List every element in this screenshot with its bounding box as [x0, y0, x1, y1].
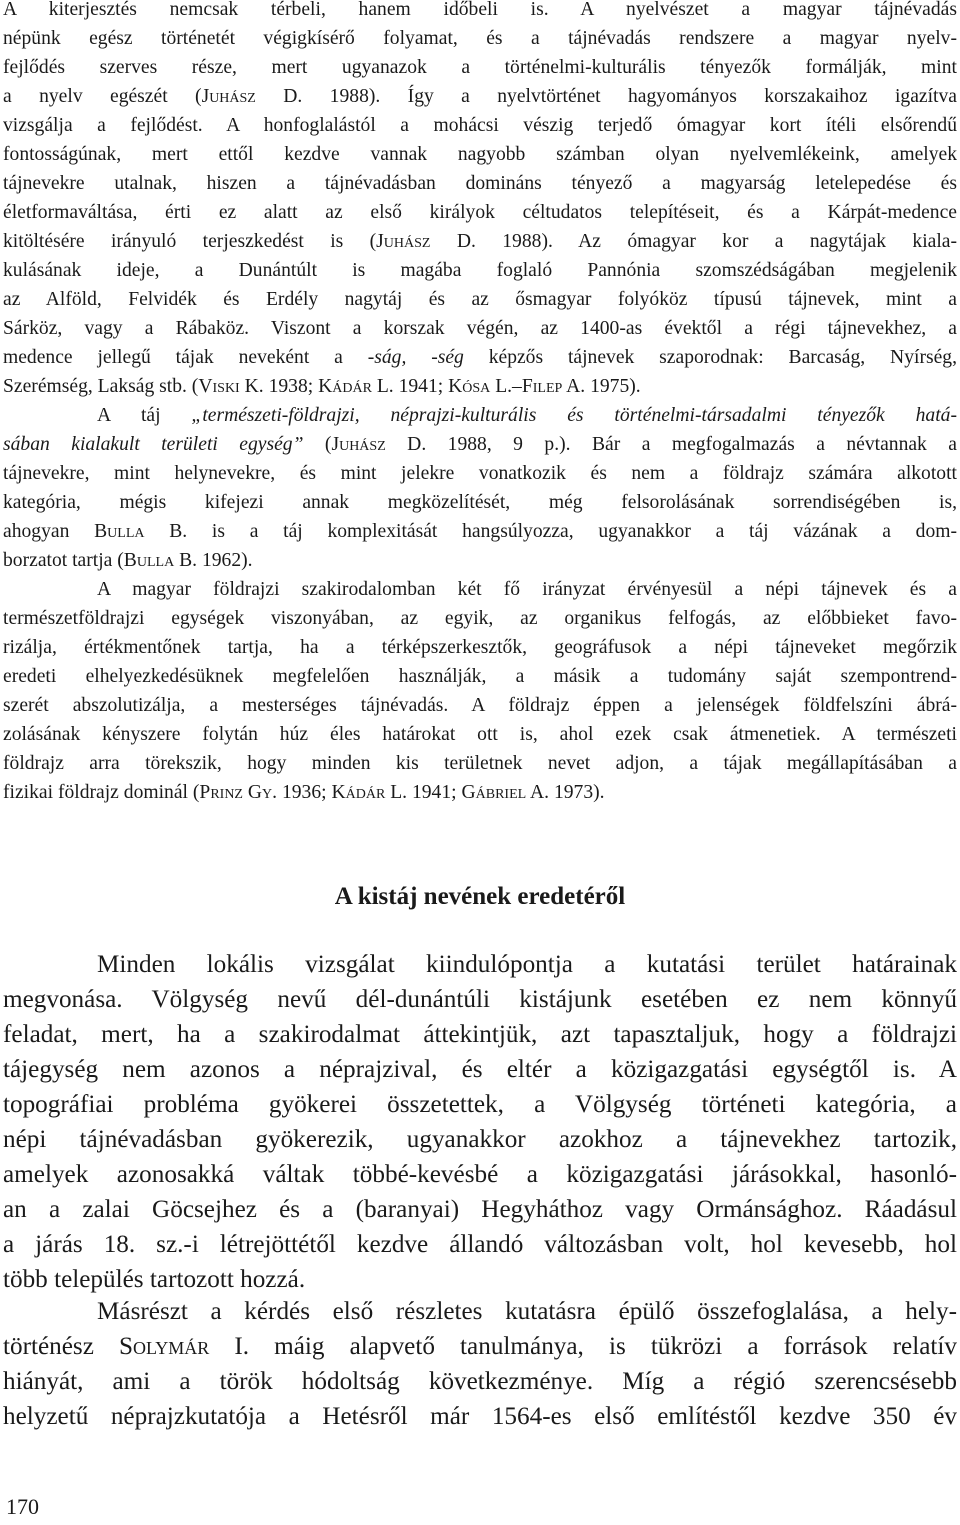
text-line: földrajz arra törekszik, hogy minden kis területnek nevet adjon, a tájak megállapításában a — [3, 753, 957, 774]
text-line: sában kialakult területi egység” (Juhász D. 1988, 9 p.). Bár a megfogalmazás a névtannak a — [3, 434, 957, 455]
text-line: rizálja, értékmentőnek tartja, ha a térképszerkesztők, geográfusok a népi tájneveket megőrzik — [3, 637, 957, 658]
author-name: Kádár — [318, 376, 372, 397]
text-line: fontosságúnak, mert ettől kezdve vannak nagyobb számban olyan nyelvemlékeink, amelyek — [3, 144, 957, 165]
text-line: a járás 18. sz.-i létrejöttétől kezdve állandó változásban volt, hol kevesebb, hol — [3, 1231, 957, 1258]
text-line: tájnevekre, mint helynevekre, és mint jelekre vonatkozik és nem a földrajz számára alkotott — [3, 463, 957, 484]
quote-text: sában kialakult területi egység” — [3, 434, 304, 455]
author-name: Juhász — [376, 231, 431, 252]
text-line: természetföldrajzi egységek viszonyában, az egyik, az organikus felfogás, az előbbieket favo- — [3, 608, 957, 629]
author-name: Kádár — [331, 782, 386, 803]
text-line: A magyar földrajzi szakirodalomban két fő irányzat érvényesül a népi tájnevek és a — [97, 579, 957, 600]
text-line: eredeti elhelyezkedésüknek megfelelően használják, a másik a tudomány saját szempontrend- — [3, 666, 957, 687]
text-line: vizsgálja a fejlődést. A honfoglalástól a mohácsi vészig terjedő ómagyar kort ítéli elsőrendű — [3, 115, 957, 136]
text-line: Sárköz, vagy a Rábaköz. Viszont a korszak végén, az 1400-as évektől a régi tájnevekhez, a — [3, 318, 957, 339]
author-name: Kósa — [448, 376, 491, 397]
quote-text: „természeti-földrajzi, néprajzi-kulturális és történelmi-társadalmi tényezők hatá- — [191, 405, 957, 426]
author-name: Solymár — [119, 1333, 210, 1360]
text-line: A kiterjesztés nemcsak térbeli, hanem időbeli is. A nyelvészet a magyar tájnévadás — [3, 0, 957, 20]
text-line: topográfiai probléma gyökerei összetettek, a Völgység történeti kategória, a — [3, 1091, 957, 1118]
text-line: kategória, mégis kifejezi annak megközelítését, még felsorolásának sorrendiségében is, — [3, 492, 957, 513]
text-line: feladat, mert, ha a szakirodalmat áttekintjük, azt tapasztaljuk, hogy a földrajzi — [3, 1021, 957, 1048]
text-line: amelyek azonosakká váltak többé-kevésbé a közigazgatási járásokkal, hasonló- — [3, 1161, 957, 1188]
text-line: az Alföld, Felvidék és Erdély nagytáj és az ősmagyar folyóköz típusú tájnevek, mint a — [3, 289, 957, 310]
text-line: több település tartozott hozzá. — [3, 1266, 306, 1293]
text-line: fejlődés szerves része, mert ugyanazok a történelmi-kulturális tényezők formálják, mint — [3, 57, 957, 78]
text-line: hiányát, ami a török hódoltság következménye. Míg a régió szerencsésebb — [3, 1368, 957, 1395]
text-line: A táj „természeti-földrajzi, néprajzi-kulturális és történelmi-társadalmi tényezők hatá- — [97, 405, 957, 426]
text-line: zolásának kényszere folytán húz éles határokat ott is, ahol ezek csak átmenetiek. A természeti — [3, 724, 957, 745]
text-line: Másrészt a kérdés első részletes kutatásra épülő összefoglalása, a hely- — [97, 1298, 957, 1325]
text-line: medence jellegű tájak neveként a -ság, -ség képzős tájnevek szaporodnak: Barcaság, Nyírség, — [3, 347, 957, 368]
section-heading: A kistáj nevének eredetéről — [334, 883, 626, 910]
text-line: történész Solymár I. máig alapvető tanulmánya, is tükrözi a források relatív — [3, 1333, 957, 1360]
author-name: Prinz Gy — [199, 782, 273, 803]
text-line: fizikai földrajz dominál (Prinz Gy. 1936; Kádár L. 1941; Gábriel A. 1973). — [3, 782, 605, 803]
text-line: Minden lokális vizsgálat kiindulópontja a kutatási terület határainak — [97, 951, 957, 978]
author-name: Bulla — [123, 550, 175, 571]
text-line: ahogyan Bulla B. is a táj komplexitását hangsúlyozza, ugyanakkor a táj vázának a dom- — [3, 521, 957, 542]
suffix-term: -ság, -ség — [367, 347, 464, 368]
text-line: népi tájnévadásban gyökerezik, ugyanakkor azokhoz a tájnevekhez tartozik, — [3, 1126, 957, 1153]
text-line: tájnevekre utalnak, hiszen a tájnévadásban domináns tényező a magyarság letelepedése és — [3, 173, 957, 194]
author-name: Filep — [521, 376, 563, 397]
text-line: szerét abszolutizálja, a mesterséges tájnévadás. A földrajz éppen a jelenségek földfelszíni ábrá- — [3, 695, 957, 716]
author-name: Gábriel — [461, 782, 527, 803]
text-line: a nyelv egészét (Juhász D. 1988). Így a nyelvtörténet hagyományos korszakaihoz igazítva — [3, 86, 957, 107]
text-line: borzatot tartja (Bulla B. 1962). — [3, 550, 253, 571]
author-name: Juhász — [331, 434, 386, 455]
author-name: Juhász — [201, 86, 256, 107]
text-line: népünk egész történetét végigkísérő folyamat, és a tájnévadás rendszere a magyar nyelv- — [3, 28, 957, 49]
text-line: Szerémség, Lakság stb. (Viski K. 1938; Kádár L. 1941; Kósa L.–Filep A. 1975). — [3, 376, 641, 397]
text-line: kulásának ideje, a Dunántúlt is magába foglaló Pannónia szomszédságában megjelenik — [3, 260, 957, 281]
text-line: életformaváltása, érti ez alatt az első királyok céltudatos telepítéseit, és a Kárpát-medence — [3, 202, 957, 223]
text-line: tájegység nem azonos a néprajzival, és eltér a közigazgatási egységtől is. A — [3, 1056, 957, 1083]
author-name: Bulla — [94, 521, 145, 542]
text-line: kitöltésére irányuló terjeszkedést is (Juhász D. 1988). Az ómagyar kor a nagytájak kiala- — [3, 231, 957, 252]
text-line: an a zalai Göcsejhez és a (baranyai) Hegyháthoz vagy Ormánsághoz. Ráadásul — [3, 1196, 957, 1223]
page-number: 170 — [6, 1494, 39, 1519]
text-line: megvonása. Völgység nevű dél-dunántúli kistájunk esetében ez nem könnyű — [3, 986, 957, 1013]
text-line: helyzetű néprajzkutatója a Hetésről már 1564-es első említéstől kezdve 350 év — [3, 1403, 957, 1430]
author-name: Viski — [198, 376, 240, 397]
